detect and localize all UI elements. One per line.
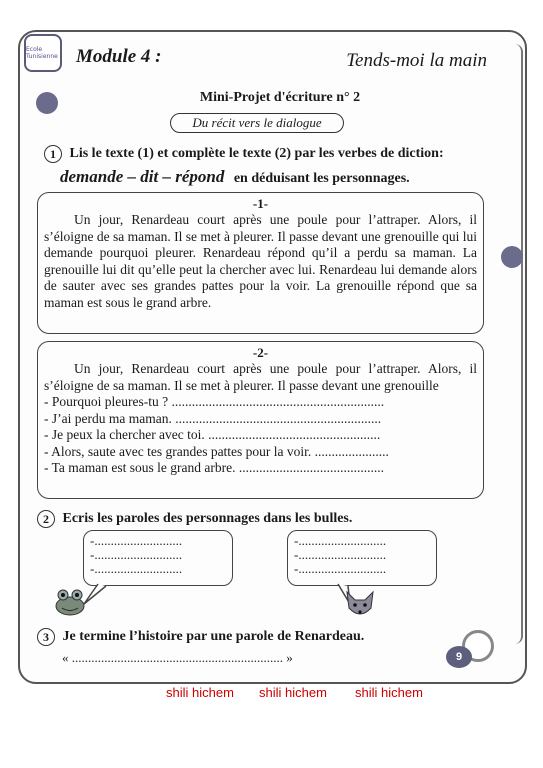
bubble-line[interactable]: -........................... <box>294 533 387 548</box>
question-1-instruction: Lis le texte (1) et complète le texte (2) par les verbes de diction: <box>69 146 444 162</box>
dialogue-line[interactable]: - Je peux la chercher avec toi. ................................................... <box>44 427 381 442</box>
bubble-line[interactable]: -........................... <box>90 547 183 562</box>
bubble-line[interactable]: -........................... <box>294 561 387 576</box>
question-1-instruction-end: en déduisant les personnages. <box>233 171 410 186</box>
question-1 <box>44 145 444 163</box>
page-subtitle: Du récit vers le dialogue <box>170 113 344 133</box>
question-number: 2 <box>37 510 55 528</box>
speech-bubble-right[interactable] <box>287 530 437 586</box>
text-2-box <box>37 341 484 499</box>
bubble-line[interactable]: -........................... <box>294 547 387 562</box>
bubble-line[interactable]: -........................... <box>90 561 183 576</box>
page-title: Mini-Projet d'écriture n° 2 <box>199 90 361 105</box>
question-1-continued <box>60 167 410 187</box>
frame-edge <box>515 44 523 644</box>
text-1-box <box>37 192 484 334</box>
speech-bubble-left[interactable] <box>83 530 233 586</box>
watermark-text: shili hichem <box>166 685 234 700</box>
text-2-label: -2- <box>252 345 269 360</box>
dialogue-line[interactable]: - Ta maman est sous le grand arbre. ........................................... <box>44 460 384 475</box>
dialogue-line[interactable]: - Pourquoi pleures-tu ? ............................................................... <box>44 394 385 409</box>
fox-icon <box>343 588 377 622</box>
bubble-line[interactable]: -........................... <box>90 533 183 548</box>
watermark-text: shili hichem <box>259 685 327 700</box>
text-1-body: Un jour, Renardeau court après une poule pour l’attraper. Alors, il s’éloigne de sa maman. Il se met à pleurer. Il passe devant une grenouille qui lui demande pourquoi pleurer. Renardeau répond qu’il a perdu sa maman. La grenouille lui dit qu’elle peut la chercher avec lui. Renardeau lui demande alors de sauter avec ses grandes pattes pour la voir. La grenouille répond que sa maman est sous le grand arbre. <box>44 212 477 310</box>
answer-field[interactable]: « ................................................................. » <box>62 650 293 665</box>
text-2-intro: Un jour, Renardeau court après une poule pour l’attraper. Alors, il s’éloigne de sa maman. Il se met à pleurer. Il passe devant une grenouille <box>44 361 477 393</box>
question-2 <box>37 510 352 528</box>
text-1-label: -1- <box>252 196 269 211</box>
question-3 <box>37 628 364 646</box>
school-logo: Ecole Tunisienne <box>24 34 62 72</box>
module-label: Module 4 : <box>76 46 162 67</box>
question-3-instruction: Je termine l’histoire par une parole de Renardeau. <box>62 629 365 645</box>
module-theme: Tends-moi la main <box>346 50 487 71</box>
question-2-instruction: Ecris les paroles des personnages dans les bulles. <box>62 511 353 527</box>
page-number: 9 <box>446 646 472 668</box>
question-number: 3 <box>37 628 55 646</box>
watermark-text: shili hichem <box>355 685 423 700</box>
frog-icon <box>52 586 88 618</box>
dialogue-line[interactable]: - Alors, saute avec tes grandes pattes pour la voir. ...................... <box>44 443 389 459</box>
dialogue-line[interactable]: - J’ai perdu ma maman. ............................................................. <box>44 410 382 426</box>
decorative-circle-icon <box>501 246 523 268</box>
diction-verbs: demande – dit – répond <box>60 167 225 186</box>
question-number: 1 <box>44 145 62 163</box>
